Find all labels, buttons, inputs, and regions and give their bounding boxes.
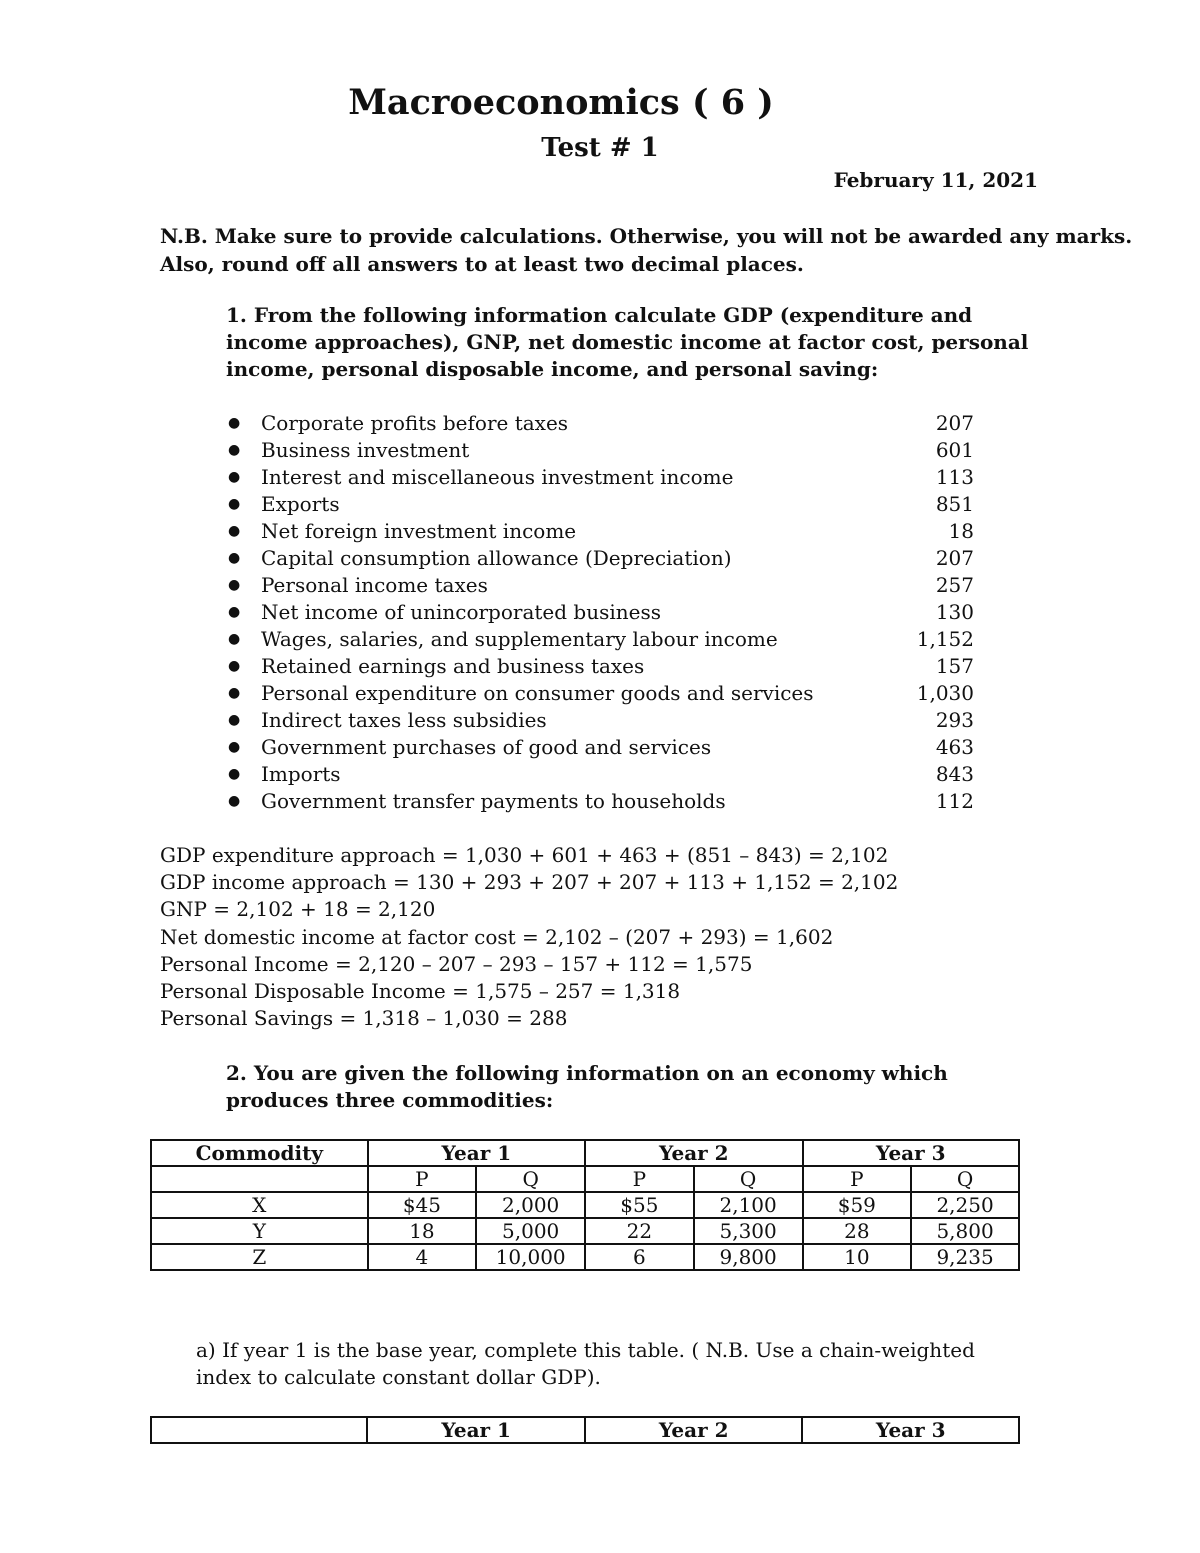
- answer-gdp-expenditure: GDP expenditure approach = 1,030 + 601 + 463 + (851 – 843) = 2,102: [160, 843, 889, 867]
- table-cell: [151, 1166, 368, 1192]
- table-cell: 22: [585, 1218, 694, 1244]
- nb-line-1: N.B. Make sure to provide calculations. Otherwise, you will not be awarded any marks.: [160, 224, 1133, 248]
- list-item: ● Net income of unincorporated business 130: [228, 600, 974, 624]
- table-cell: 2,250: [911, 1192, 1019, 1218]
- list-item: ● Government transfer payments to households 112: [228, 789, 974, 813]
- table-row: [151, 1244, 1019, 1270]
- table-header-row: [151, 1140, 1019, 1166]
- table-header: [151, 1417, 367, 1443]
- table-cell: 28: [803, 1218, 912, 1244]
- list-item: ● Net foreign investment income 18: [228, 519, 974, 543]
- answer-gnp: GNP = 2,102 + 18 = 2,120: [160, 897, 436, 922]
- table-cell: P: [585, 1166, 694, 1192]
- list-item: ● Retained earnings and business taxes 157: [228, 654, 974, 678]
- question-1-answers: [160, 842, 898, 1032]
- table-cell: 9,800: [694, 1244, 803, 1270]
- test-date: February 11, 2021: [833, 168, 1038, 192]
- list-item: ● Imports 843: [228, 762, 974, 786]
- table-cell: X: [151, 1192, 368, 1218]
- nb-line-2: Also, round off all answers to at least two decimal places.: [160, 252, 804, 276]
- table-header: Year 2: [585, 1417, 803, 1443]
- table-cell: 2,000: [476, 1192, 585, 1218]
- table-header-row: [151, 1417, 1019, 1443]
- answer-personal-savings: Personal Savings = 1,318 – 1,030 = 288: [160, 1006, 568, 1031]
- commodity-table: [150, 1139, 1020, 1271]
- table-header: Commodity: [151, 1140, 368, 1166]
- table-cell: 2,100: [694, 1192, 803, 1218]
- answer-net-domestic-income: Net domestic income at factor cost = 2,102 – (207 + 293) = 1,602: [160, 924, 834, 949]
- table-cell: Q: [476, 1166, 585, 1192]
- list-item: ● Interest and miscellaneous investment income 113: [228, 465, 974, 489]
- test-subtitle: Test # 1: [541, 133, 659, 163]
- question-2a-prompt: a) If year 1 is the base year, complete this table. ( N.B. Use a chain-weighted index to calculate constant dollar GDP).: [196, 1338, 975, 1389]
- table-row: [151, 1218, 1019, 1244]
- table-cell: Y: [151, 1218, 368, 1244]
- bullet-icon: ●: [228, 604, 241, 620]
- table-header: Year 1: [367, 1417, 585, 1443]
- table-cell: 5,000: [476, 1218, 585, 1244]
- table-cell: 18: [368, 1218, 477, 1244]
- bullet-icon: ●: [228, 442, 241, 458]
- answer-gdp-income: GDP income approach = 130 + 293 + 207 + 207 + 113 + 1,152 = 2,102: [160, 870, 899, 895]
- bullet-icon: ●: [228, 577, 241, 593]
- table-header: Year 2: [585, 1140, 802, 1166]
- table-cell: P: [368, 1166, 477, 1192]
- table-cell: 6: [585, 1244, 694, 1270]
- table-header: Year 3: [803, 1140, 1020, 1166]
- table-cell: $59: [803, 1192, 912, 1218]
- list-item: ● Wages, salaries, and supplementary labour income 1,152: [228, 627, 974, 651]
- bullet-icon: ●: [228, 766, 241, 782]
- bullet-icon: ●: [228, 631, 241, 647]
- question-1-data-list: [226, 410, 986, 815]
- table-cell: 10: [803, 1244, 912, 1270]
- bullet-icon: ●: [228, 685, 241, 701]
- bullet-icon: ●: [228, 523, 241, 539]
- bullet-icon: ●: [228, 793, 241, 809]
- table-header: Year 3: [802, 1417, 1019, 1443]
- list-item: ● Corporate profits before taxes 207: [228, 411, 974, 435]
- answer-personal-disposable-income: Personal Disposable Income = 1,575 – 257 = 1,318: [160, 979, 681, 1004]
- list-item: ● Capital consumption allowance (Depreciation) 207: [228, 546, 974, 570]
- bullet-icon: ●: [228, 496, 241, 512]
- table-cell: 5,800: [911, 1218, 1019, 1244]
- list-item: ● Government purchases of good and services 463: [228, 735, 974, 759]
- bullet-icon: ●: [228, 415, 241, 431]
- table-cell: Q: [694, 1166, 803, 1192]
- table-header: Year 1: [368, 1140, 585, 1166]
- page-title: Macroeconomics ( 6 ): [348, 82, 774, 123]
- table-cell: 9,235: [911, 1244, 1019, 1270]
- list-item: ● Indirect taxes less subsidies 293: [228, 708, 974, 732]
- answer-personal-income: Personal Income = 2,120 – 207 – 293 – 157 + 112 = 1,575: [160, 951, 753, 976]
- table-cell: P: [803, 1166, 912, 1192]
- bullet-icon: ●: [228, 739, 241, 755]
- table-cell: $45: [368, 1192, 477, 1218]
- table-row: [151, 1192, 1019, 1218]
- table-cell: 10,000: [476, 1244, 585, 1270]
- bullet-icon: ●: [228, 658, 241, 674]
- list-item: ● Business investment 601: [228, 438, 974, 462]
- bullet-icon: ●: [228, 469, 241, 485]
- table-cell: 4: [368, 1244, 477, 1270]
- chain-weighted-table: [150, 1416, 1020, 1444]
- list-item: ● Personal income taxes 257: [228, 573, 974, 597]
- table-cell: Q: [911, 1166, 1019, 1192]
- list-item: ● Exports 851: [228, 492, 974, 516]
- nb-instructions: [160, 222, 1132, 278]
- bullet-icon: ●: [228, 712, 241, 728]
- bullet-icon: ●: [228, 550, 241, 566]
- question-2-prompt: 2. You are given the following information on an economy which produces three commodities:: [226, 1061, 948, 1112]
- table-subheader-row: [151, 1166, 1019, 1192]
- list-item: ● Personal expenditure on consumer goods and services 1,030: [228, 681, 974, 705]
- table-cell: 5,300: [694, 1218, 803, 1244]
- table-cell: Z: [151, 1244, 368, 1270]
- table-cell: $55: [585, 1192, 694, 1218]
- question-1-prompt: 1. From the following information calculate GDP (expenditure and income approaches), GNP, net domestic income at factor cost, personal income, personal disposable income, and personal saving:: [226, 303, 1029, 381]
